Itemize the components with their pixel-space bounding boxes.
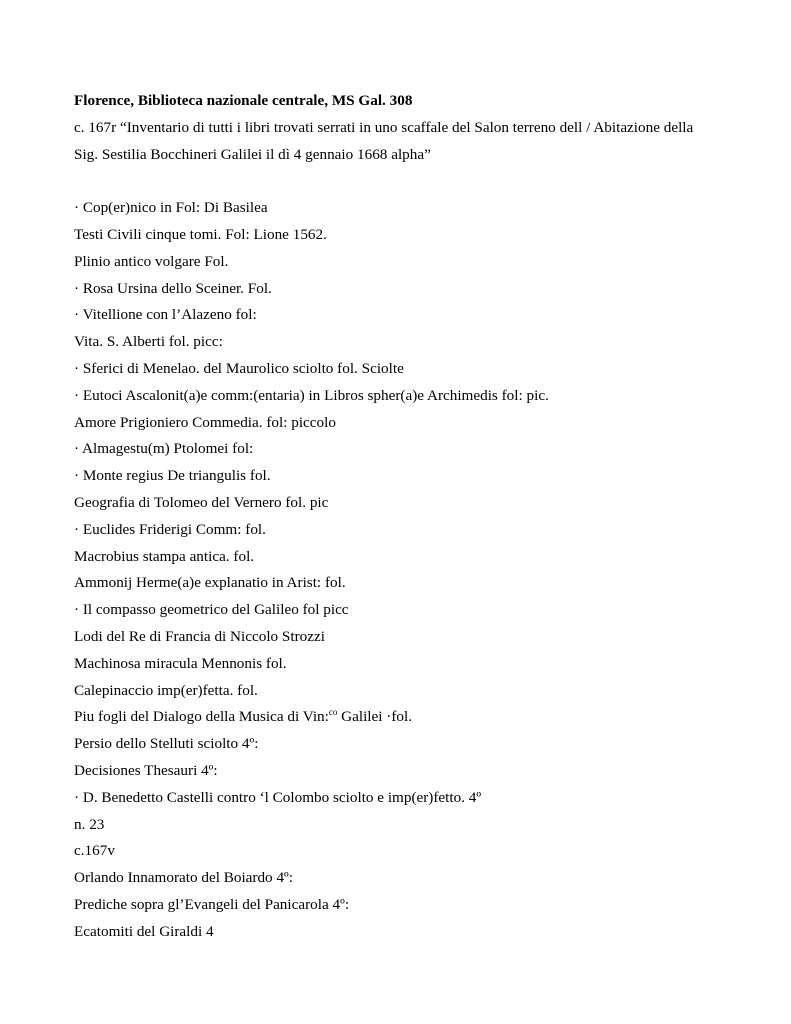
document-page	[74, 88, 754, 946]
inventory-entry: Ammonij Herme(a)e explanatio in Arist: fol.	[74, 574, 346, 592]
inventory-entry: Calepinaccio imp(er)fetta. fol.	[74, 681, 258, 699]
inventory-entry: · Il compasso geometrico del Galileo fol picc	[74, 601, 349, 619]
inventory-entry: · Vitellione con l’Alazeno fol:	[74, 306, 257, 324]
entry-text: Piu fogli del Dialogo della Musica di Vin:	[74, 708, 329, 726]
inventory-entry: Persio dello Stelluti sciolto 4º:	[74, 735, 259, 753]
inventory-entry: Vita. S. Alberti fol. picc:	[74, 333, 223, 351]
inventory-entry-vincenzo	[74, 704, 754, 731]
inventory-entry: Geografia di Tolomeo del Vernero fol. pic	[74, 493, 329, 511]
inventory-entry: Machinosa miracula Mennonis fol.	[74, 654, 287, 672]
entry-text: Galilei ·fol.	[337, 708, 413, 726]
inventory-entry: · Monte regius De triangulis fol.	[74, 467, 271, 485]
entry-count: n. 23	[74, 815, 105, 833]
inventory-entry: · Eutoci Ascalonit(a)e comm:(entaria) in Libros spher(a)e Archimedis fol: pic.	[74, 386, 549, 404]
inventory-entry: Orlando Innamorato del Boiardo 4º:	[74, 869, 293, 887]
document-title: Florence, Biblioteca nazionale centrale, MS Gal. 308	[74, 92, 413, 109]
folio-marker: c.167v	[74, 842, 115, 860]
inventory-entry: Ecatomiti del Giraldi 4	[74, 922, 214, 940]
inventory-entry: · Cop(er)nico in Fol: Di Basilea	[74, 199, 268, 217]
superscript-abbreviation: co	[328, 707, 338, 718]
inventory-entry: Amore Prigioniero Commedia. fol: piccolo	[74, 413, 336, 431]
inventory-entry: · Almagestu(m) Ptolomei fol:	[74, 440, 254, 458]
header-line: Sig. Sestilia Bocchineri Galilei il dì 4 gennaio 1668 alpha”	[74, 145, 431, 163]
inventory-entry: Macrobius stampa antica. fol.	[74, 547, 255, 565]
inventory-entry: · Euclides Friderigi Comm: fol.	[74, 520, 266, 538]
inventory-entry: Plinio antico volgare Fol.	[74, 252, 229, 270]
inventory-entry: Lodi del Re di Francia di Niccolo Strozzi	[74, 627, 325, 645]
inventory-entry: · Rosa Ursina dello Sceiner. Fol.	[74, 279, 272, 297]
header-line: c. 167r “Inventario di tutti i libri trovati serrati in uno scaffale del Salon terreno dell / Abitazione della	[74, 118, 694, 136]
inventory-entry: · Sferici di Menelao. del Maurolico sciolto fol. Sciolte	[74, 359, 404, 377]
blank-line	[74, 168, 754, 195]
inventory-entry: · D. Benedetto Castelli contro ‘l Colombo sciolto e imp(er)fetto. 4º	[74, 788, 482, 806]
inventory-entry: Decisiones Thesauri 4º:	[74, 761, 218, 779]
inventory-entry: Prediche sopra gl’Evangeli del Panicarola 4º:	[74, 895, 350, 913]
inventory-entry: Testi Civili cinque tomi. Fol: Lione 1562.	[74, 225, 327, 243]
